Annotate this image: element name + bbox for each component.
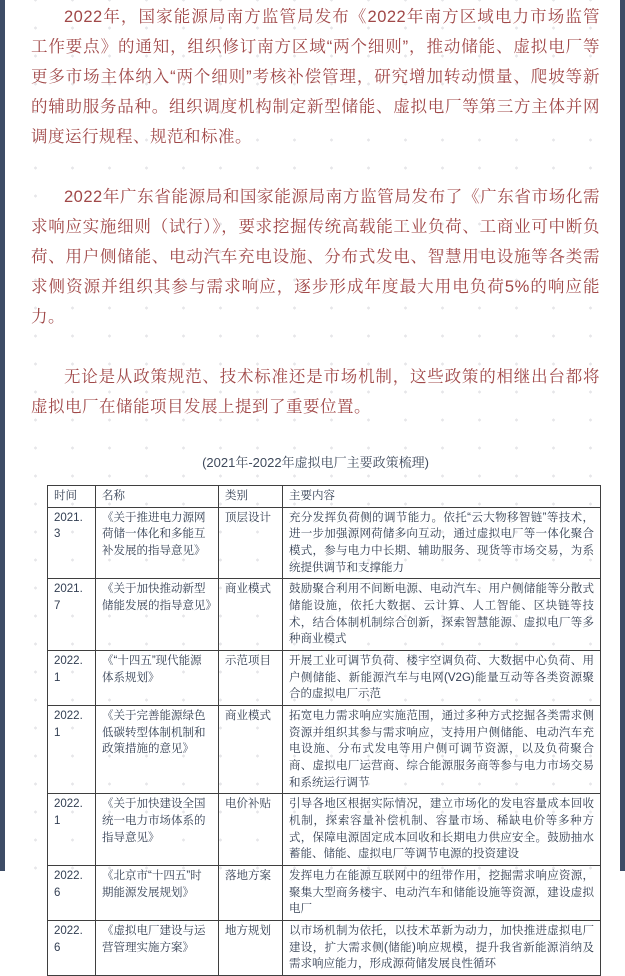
name-cell: 《关于加快建设全国统一电力市场体系的指导意见》: [96, 794, 219, 866]
name-cell: 《关于完善能源绿色低碳转型体制机制和政策措施的意见》: [96, 706, 219, 794]
content-cell: 开展工业可调节负荷、楼宇空调负荷、大数据中心负荷、用户侧储能、新能源汽车与电网(V2G)能量互动等各类资源聚合的虚拟电厂示范: [283, 651, 601, 706]
name-cell: 《关于推进电力源网荷储一体化和多能互补发展的指导意见》: [96, 507, 219, 579]
table-header-row: [48, 486, 601, 508]
time-cell: 2022.1: [48, 651, 96, 706]
content-cell: 鼓励聚合利用不间断电源、电动汽车、用户侧储能等分散式储能设施，依托大数据、云计算、人工智能、区块链等技术，结合体制机制综合创新，探索智慧能源、虚拟电厂等多种商业模式: [283, 579, 601, 651]
table-caption: (2021年-2022年虚拟电厂主要政策梳理): [202, 455, 429, 470]
table-row: [48, 794, 601, 866]
header-content: 主要内容: [283, 486, 601, 508]
table-row: [48, 706, 601, 794]
table-row: [48, 866, 601, 921]
header-name: 名称: [96, 486, 219, 508]
name-cell: 《虚拟电厂建设与运营管理实施方案》: [96, 921, 219, 976]
table-row: [48, 579, 601, 651]
paragraph-1: 2022年，国家能源局南方监管局发布《2022年南方区域电力市场监管工作要点》的通知，组织修订南方区域“两个细则”，推动储能、虚拟电厂等更多市场主体纳入“两个细则”考核补偿管理，研究增加转动惯量、爬坡等新的辅助服务品种。组织调度机构制定新型储能、虚拟电厂等第三方主体并网调度运行规程、规范和标准。: [31, 8, 600, 146]
content-cell: 充分发挥负荷侧的调节能力。依托“云大物移智链”等技术，进一步加强源网荷储多向互动，通过虚拟电厂等一体化聚合模式，参与电力中长期、辅助服务、现货等市场交易，为系统提供调节和支撑能力: [283, 507, 601, 579]
table-row: [48, 651, 601, 706]
policy-table: [47, 485, 601, 976]
category-cell: 商业模式: [219, 706, 283, 794]
name-cell: 《关于加快推动新型储能发展的指导意见》: [96, 579, 219, 651]
table-row: [48, 507, 601, 579]
document-content: [5, 0, 620, 976]
content-cell: 发挥电力在能源互联网中的纽带作用，挖掘需求响应资源，聚集大型商务楼宇、电动汽车和储能设施等资源，建设虚拟电厂: [283, 866, 601, 921]
time-cell: 2022.6: [48, 866, 96, 921]
category-cell: 地方规划: [219, 921, 283, 976]
name-cell: 《北京市“十四五”时期能源发展规划》: [96, 866, 219, 921]
category-cell: 电价补贴: [219, 794, 283, 866]
time-cell: 2022.1: [48, 794, 96, 866]
paragraph-3: 无论是从政策规范、技术标准还是市场机制，这些政策的相继出台都将虚拟电厂在储能项目发展上提到了重要位置。: [31, 368, 600, 416]
paragraph-2: 2022年广东省能源局和国家能源局南方监管局发布了《广东省市场化需求响应实施细则（试行）》，要求挖掘传统高载能工业负荷、工商业可中断负荷、用户侧储能、电动汽车充电设施、分布式发电、智慧用电设施等各类需求侧资源并组织其参与需求响应，逐步形成年度最大用电负荷5%的响应能力。: [31, 188, 600, 326]
header-time: 时间: [48, 486, 96, 508]
content-cell: 以市场机制为依托，以技术革新为动力，加快推进虚拟电厂建设，扩大需求侧(储能)响应规模，提升我省新能源消纳及需求响应能力，形成源荷储发展良性循环: [283, 921, 601, 976]
policy-table-body: [48, 507, 601, 975]
category-cell: 示范项目: [219, 651, 283, 706]
category-cell: 落地方案: [219, 866, 283, 921]
time-cell: 2021.3: [48, 507, 96, 579]
time-cell: 2022.1: [48, 706, 96, 794]
name-cell: 《“十四五”现代能源体系规划》: [96, 651, 219, 706]
time-cell: 2022.6: [48, 921, 96, 976]
table-row: [48, 921, 601, 976]
header-category: 类别: [219, 486, 283, 508]
category-cell: 顶层设计: [219, 507, 283, 579]
category-cell: 商业模式: [219, 579, 283, 651]
content-cell: 拓宽电力需求响应实施范围，通过多种方式挖掘各类需求侧资源并组织其参与需求响应，支持用户侧储能、电动汽车充电设施、分布式发电等用户侧可调节资源，以及负荷聚合商、虚拟电厂运营商、综合能源服务商等参与电力市场交易和系统运行调节: [283, 706, 601, 794]
content-cell: 引导各地区根据实际情况，建立市场化的发电容量成本回收机制，探索容量补偿机制、容量市场、稀缺电价等多种方式，保障电源固定成本回收和长期电力供应安全。鼓励抽水蓄能、储能、虚拟电厂等调节电源的投资建设: [283, 794, 601, 866]
time-cell: 2021.7: [48, 579, 96, 651]
